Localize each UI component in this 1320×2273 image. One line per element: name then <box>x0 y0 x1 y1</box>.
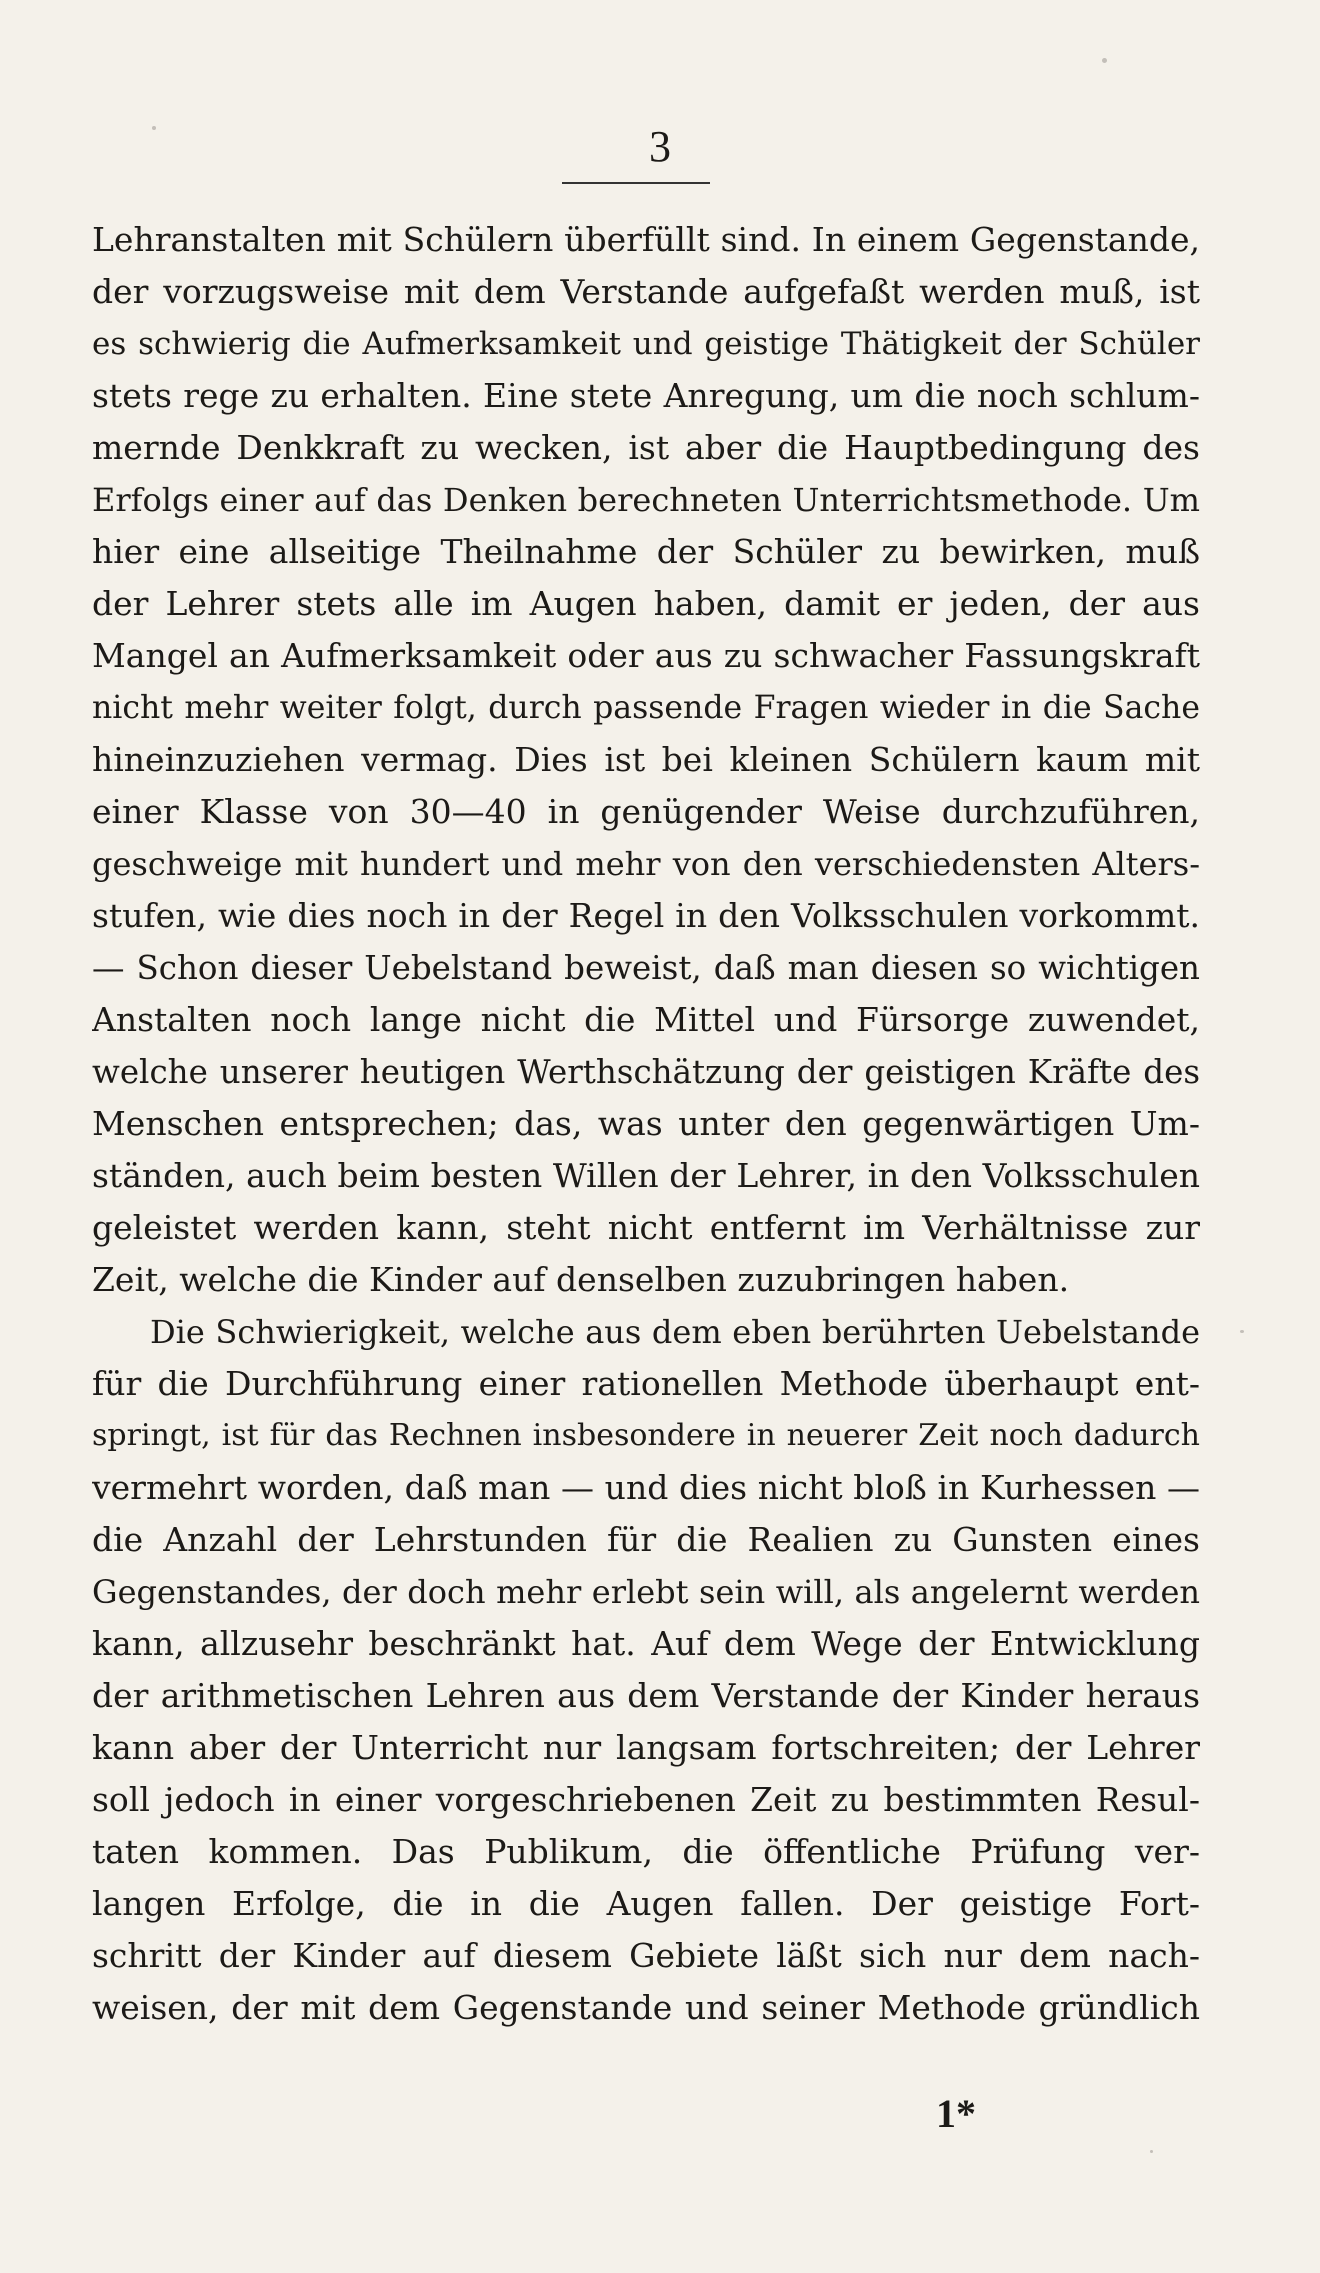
paragraph-end-line: Zeit, welche die Kinder auf denselben zuzubringen haben. <box>92 1260 1070 1299</box>
text-line: Mangel an Aufmerksamkeit oder aus zu schwacher Fassungskraft <box>92 636 1200 675</box>
text-line: taten kommen. Das Publikum, die öffentliche Prüfung ver- <box>92 1832 1200 1871</box>
text-line: stets rege zu erhalten. Eine stete Anregung, um die noch schlum- <box>92 376 1200 415</box>
text-line: der vorzugsweise mit dem Verstande aufgefaßt werden muß, ist <box>92 272 1200 311</box>
text-line: geleistet werden kann, steht nicht entfernt im Verhältnisse zur <box>92 1208 1200 1247</box>
text-line: kann aber der Unterricht nur langsam fortschreiten; der Lehrer <box>92 1728 1200 1767</box>
signature-mark: 1* <box>936 2091 976 2136</box>
text-line: welche unserer heutigen Werthschätzung der geistigen Kräfte des <box>92 1053 1200 1091</box>
paragraph-start-line: Die Schwierigkeit, welche aus dem eben berührten Uebelstande <box>150 1313 1200 1351</box>
text-line: springt, ist für das Rechnen insbesondere in neuerer Zeit noch dadurch <box>92 1418 1200 1453</box>
text-line: die Anzahl der Lehrstunden für die Realien zu Gunsten eines <box>92 1520 1200 1559</box>
text-line: Menschen entsprechen; das, was unter den gegenwärtigen Um- <box>92 1104 1200 1143</box>
body-text <box>92 214 1200 2034</box>
text-line: Erfolgs einer auf das Denken berechneten Unterrichtsmethode. Um <box>92 481 1200 519</box>
text-line: einer Klasse von 30—40 in genügender Weise durchzuführen, <box>92 792 1200 831</box>
page-number: 3 <box>649 122 671 171</box>
text-line: Anstalten noch lange nicht die Mittel und Fürsorge zuwendet, <box>92 1000 1200 1039</box>
text-line: vermehrt worden, daß man — und dies nicht bloß in Kurhessen — <box>92 1468 1200 1507</box>
text-line: ständen, auch beim besten Willen der Lehrer, in den Volksschulen <box>92 1156 1200 1195</box>
paper-speck <box>152 126 156 130</box>
header-rule <box>562 182 710 184</box>
text-line: langen Erfolge, die in die Augen fallen. Der geistige Fort- <box>92 1884 1200 1923</box>
text-line: kann, allzusehr beschränkt hat. Auf dem Wege der Entwicklung <box>92 1624 1200 1663</box>
text-line: geschweige mit hundert und mehr von den verschiedensten Alters- <box>92 845 1200 883</box>
text-line: für die Durchführung einer rationellen Methode überhaupt ent- <box>92 1364 1200 1403</box>
paper-speck <box>1150 2150 1153 2153</box>
text-line: der arithmetischen Lehren aus dem Verstande der Kinder heraus <box>92 1676 1200 1715</box>
text-line: — Schon dieser Uebelstand beweist, daß man diesen so wichtigen <box>92 949 1200 987</box>
text-line: stufen, wie dies noch in der Regel in den Volksschulen vorkommt. <box>92 896 1200 935</box>
paper-speck <box>1102 58 1107 63</box>
paper-speck <box>1240 1330 1244 1333</box>
text-line: der Lehrer stets alle im Augen haben, damit er jeden, der aus <box>92 584 1200 623</box>
text-line: weisen, der mit dem Gegenstande und seiner Methode gründlich <box>92 1988 1200 2027</box>
text-line: Gegenstandes, der doch mehr erlebt sein will, als angelernt werden <box>92 1573 1200 1611</box>
text-line: schritt der Kinder auf diesem Gebiete läßt sich nur dem nach- <box>92 1936 1200 1975</box>
text-line: hineinzuziehen vermag. Dies ist bei kleinen Schülern kaum mit <box>92 740 1200 779</box>
text-line: mernde Denkkraft zu wecken, ist aber die Hauptbedingung des <box>92 428 1200 467</box>
text-line: Lehranstalten mit Schülern überfüllt sind. In einem Gegenstande, <box>92 220 1200 259</box>
text-line: nicht mehr weiter folgt, durch passende Fragen wieder in die Sache <box>92 690 1200 726</box>
text-line: hier eine allseitige Theilnahme der Schüler zu bewirken, muß <box>92 532 1200 571</box>
text-line: es schwierig die Aufmerksamkeit und geistige Thätigkeit der Schüler <box>92 326 1200 362</box>
text-line: soll jedoch in einer vorgeschriebenen Zeit zu bestimmten Resul- <box>92 1780 1200 1819</box>
